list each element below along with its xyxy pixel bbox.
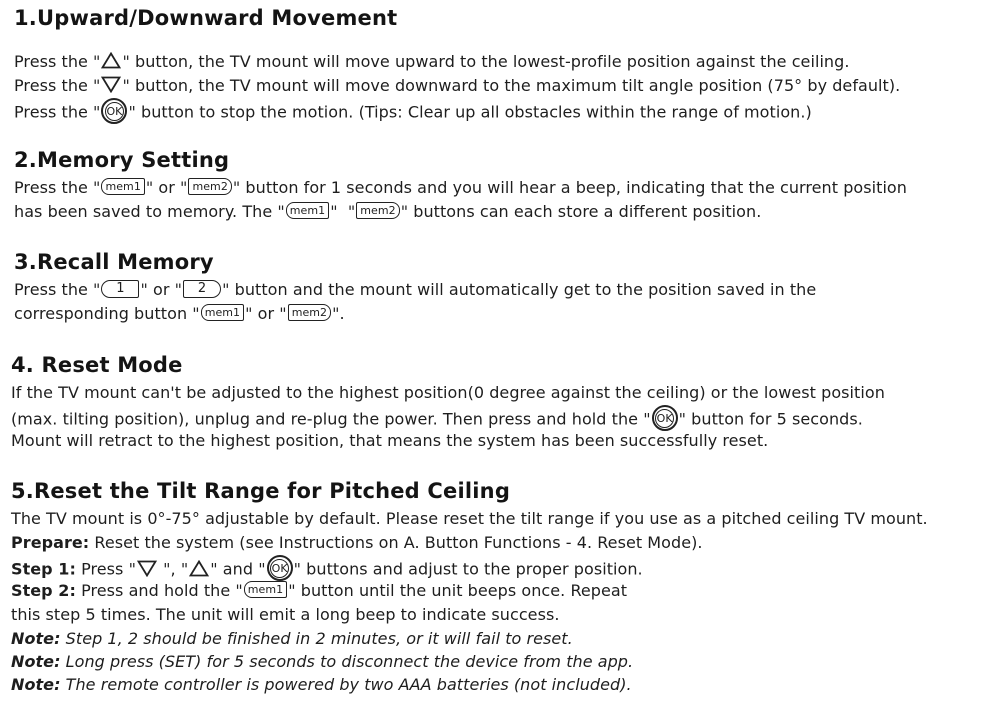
s2-line-2: has been saved to memory. The " mem1 " " mem2 " buttons can each store a different position. (14, 202, 762, 221)
mem1-button-icon: mem1 (244, 581, 287, 598)
mem2-button-icon: mem2 (188, 178, 231, 195)
s3-line-1: Press the " 1 " or " 2 " button and the mount will automatically get to the position saved in the (14, 280, 817, 299)
ok-button-icon: OK (101, 98, 127, 124)
button-1-icon: 1 (101, 280, 139, 298)
down-triangle-icon (101, 76, 121, 93)
s1-line-up: Press the " " button, the TV mount will move upward to the lowest-profile position against the ceiling. (14, 52, 850, 71)
s4-line-3: Mount will retract to the highest position, that means the system has been successfully reset. (11, 431, 769, 450)
down-triangle-icon (137, 560, 157, 577)
mem2-button-icon: mem2 (288, 304, 331, 321)
s4-line-2: (max. tilting position), unplug and re-plug the power. Then press and hold the " OK " button for 5 seconds. (11, 407, 863, 433)
ok-button-icon: OK (267, 555, 293, 581)
button-2-icon: 2 (183, 280, 221, 298)
mem1-button-icon: mem1 (201, 304, 244, 321)
section-2-heading: 2.Memory Setting (14, 148, 230, 172)
ok-button-icon: OK (652, 405, 678, 431)
s1-line-down: Press the " " button, the TV mount will move downward to the maximum tilt angle position (75° by default). (14, 76, 901, 95)
s1-line-ok: Press the " OK " button to stop the motion. (Tips: Clear up all obstacles within the range of motion.) (14, 100, 812, 126)
s5-prepare: Prepare: Reset the system (see Instructions on A. Button Functions - 4. Reset Mode). (11, 533, 703, 552)
s5-step-1: Step 1: Press " ", " " and " OK " buttons and adjust to the proper position. (11, 557, 643, 583)
section-1-heading: 1.Upward/Downward Movement (14, 6, 398, 30)
mem2-button-icon: mem2 (356, 202, 399, 219)
section-5-heading: 5.Reset the Tilt Range for Pitched Ceiling (11, 479, 511, 503)
up-triangle-icon (101, 52, 121, 69)
section-4-heading: 4. Reset Mode (11, 353, 183, 377)
s3-line-2: corresponding button " mem1 " or " mem2 ". (14, 304, 345, 323)
s5-note-3: Note: The remote controller is powered by two AAA batteries (not included). (11, 675, 632, 694)
s5-step-2: Step 2: Press and hold the " mem1 " button until the unit beeps once. Repeat (11, 581, 628, 600)
s5-note-1: Note: Step 1, 2 should be finished in 2 minutes, or it will fail to reset. (11, 629, 573, 648)
section-3-heading: 3.Recall Memory (14, 250, 214, 274)
mem1-button-icon: mem1 (286, 202, 329, 219)
s4-line-1: If the TV mount can't be adjusted to the highest position(0 degree against the ceiling) or the lowest position (11, 383, 885, 402)
s5-step-2-continued: this step 5 times. The unit will emit a long beep to indicate success. (11, 605, 560, 624)
up-triangle-icon (189, 560, 209, 577)
s5-line-1: The TV mount is 0°-75° adjustable by default. Please reset the tilt range if you use as a pitched ceiling TV mount. (11, 509, 928, 528)
mem1-button-icon: mem1 (101, 178, 144, 195)
s5-note-2: Note: Long press (SET) for 5 seconds to disconnect the device from the app. (11, 652, 634, 671)
s2-line-1: Press the " mem1 " or " mem2 " button for 1 seconds and you will hear a beep, indicating that the current position (14, 178, 907, 197)
